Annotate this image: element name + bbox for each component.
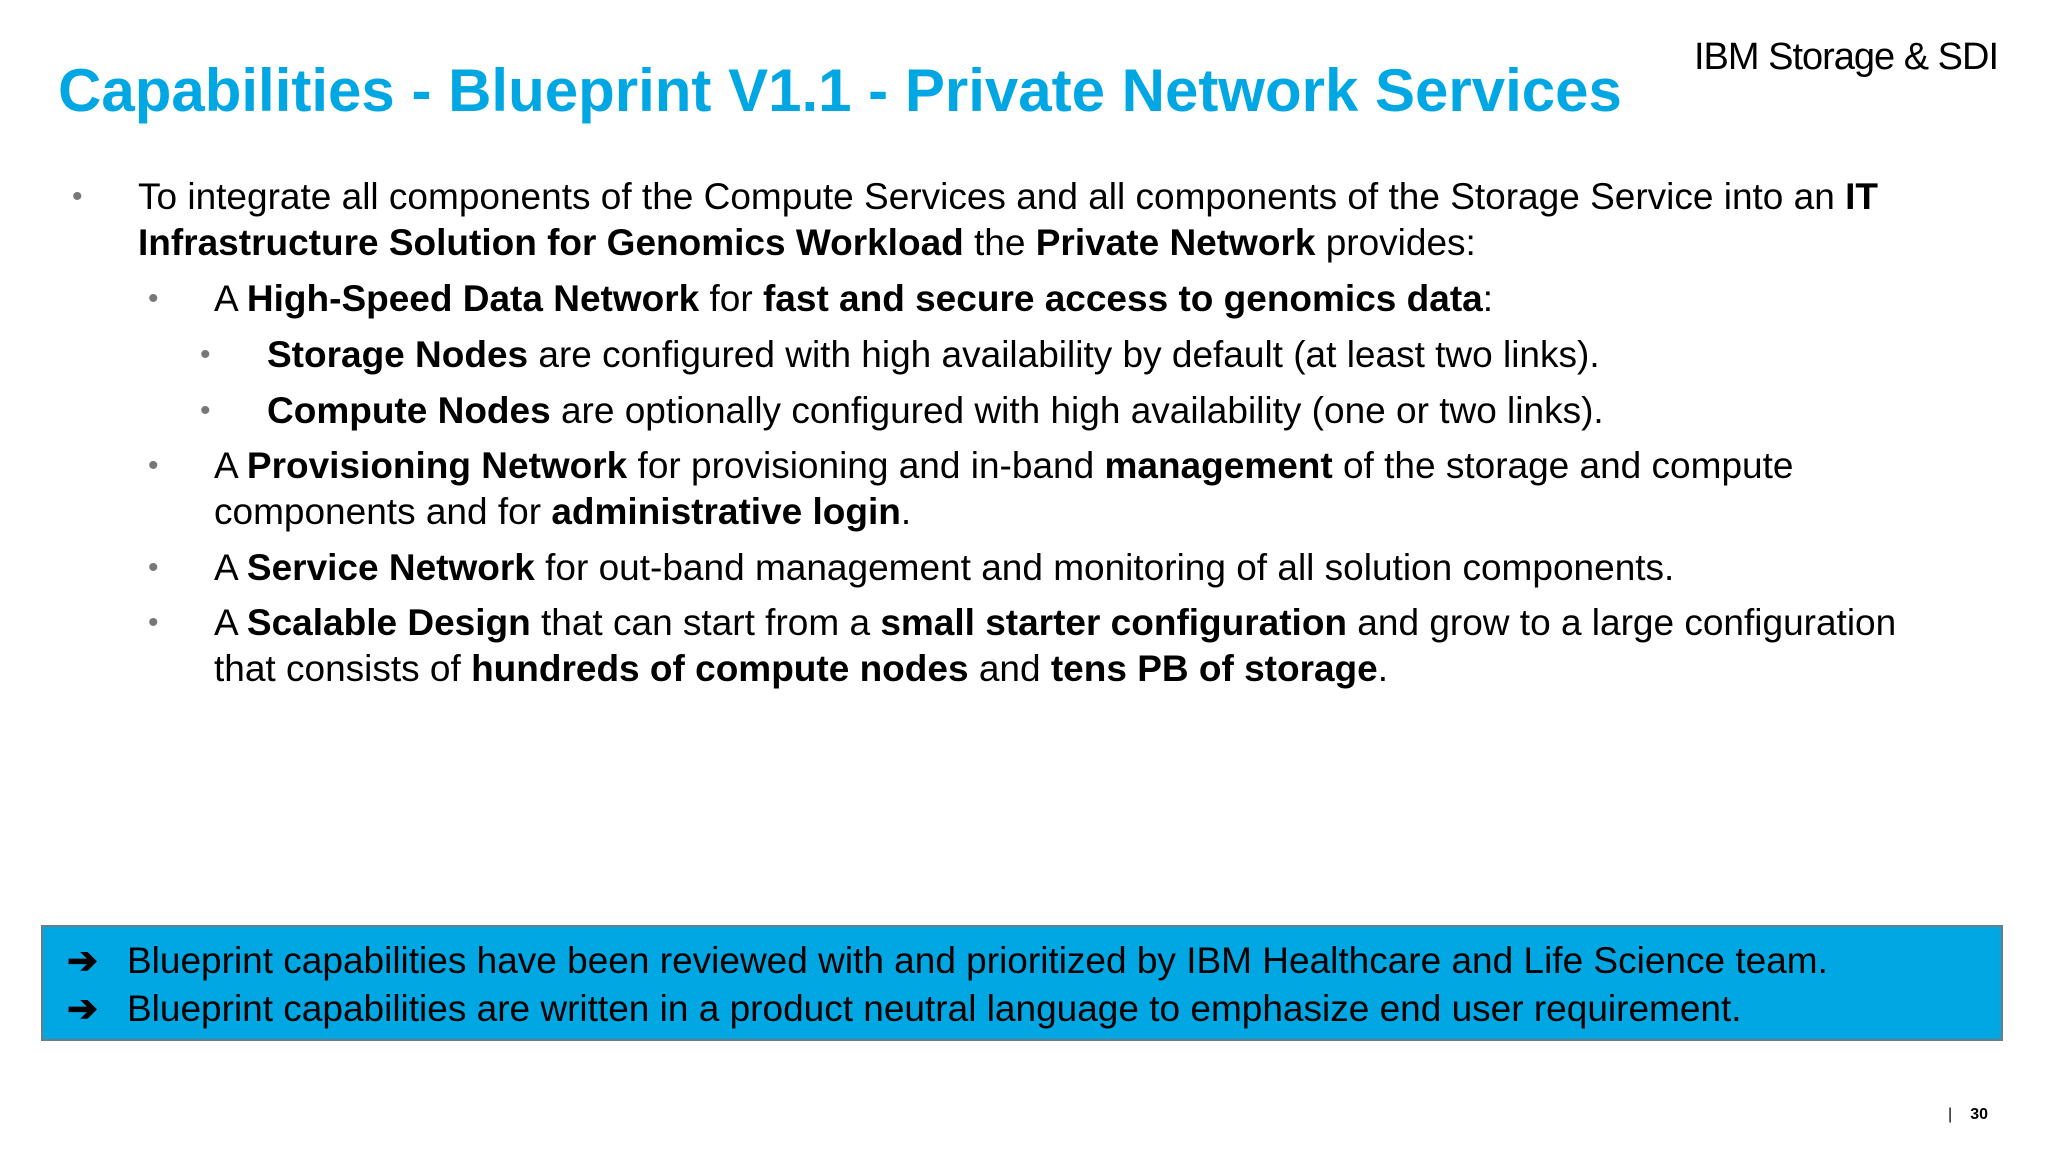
text: that can start from a: [530, 602, 881, 643]
text-bold: Private Network: [1035, 222, 1316, 263]
text: To integrate all components of the Compute Services and all components of the Storage Service into an: [138, 176, 1846, 217]
text: of the storage and compute: [1332, 445, 1794, 486]
callout-box: [41, 925, 2003, 1041]
text-bold: Scalable Design: [246, 602, 531, 643]
bullet-provisioning-network-line2: [214, 489, 911, 535]
brand-label: IBM Storage & SDI: [1693, 36, 1998, 78]
text-bold: Provisioning Network: [246, 445, 628, 486]
arrow-right-icon: ➔: [67, 940, 99, 981]
text-bold: small starter configuration: [880, 602, 1348, 643]
bullet-dot-icon: •: [200, 338, 211, 371]
text: and: [968, 648, 1051, 689]
text-bold: IT: [1845, 176, 1878, 217]
text-bold: management: [1104, 445, 1333, 486]
text: A: [214, 278, 247, 319]
text: .: [900, 491, 912, 532]
bullet-dot-icon: •: [148, 449, 159, 482]
text-bold: administrative login: [551, 491, 901, 532]
bullet-provisioning-network: [148, 443, 1794, 489]
slide-title: Capabilities - Blueprint V1.1 - Private Network Services: [58, 57, 1622, 124]
callout-text: Blueprint capabilities are written in a product neutral language to emphasize end user requirement.: [127, 988, 1742, 1029]
text: provides:: [1315, 222, 1476, 263]
text-bold: tens PB of storage: [1050, 648, 1378, 689]
text-bold: fast and secure access to genomics data: [762, 278, 1483, 319]
text-bold: Service Network: [246, 547, 535, 588]
page-separator: |: [1948, 1106, 1953, 1123]
bullet-dot-icon: •: [148, 282, 159, 315]
text: for: [699, 278, 763, 319]
page-number-value: 30: [1970, 1106, 1988, 1123]
text: components and for: [214, 491, 552, 532]
text: are optionally configured with high availability (one or two links).: [550, 390, 1604, 431]
bullet-dot-icon: •: [148, 551, 159, 584]
text: A: [214, 602, 247, 643]
callout-text: Blueprint capabilities have been reviewed with and prioritized by IBM Healthcare and Life Science team.: [127, 940, 1828, 981]
text-bold: High-Speed Data Network: [246, 278, 700, 319]
page-number: [1948, 1106, 1988, 1124]
bullet-level1-integrate-line2: [138, 220, 1476, 266]
bullet-level1-integrate: [72, 174, 1878, 220]
bullet-high-speed-network: [148, 276, 1493, 322]
bullet-dot-icon: •: [200, 394, 211, 427]
text-bold: Compute Nodes: [267, 390, 551, 431]
callout-line-reviewed: [67, 939, 1828, 983]
bullet-compute-nodes: [200, 388, 1604, 434]
text: A: [214, 547, 247, 588]
callout-line-neutral: [67, 987, 1742, 1031]
bullet-dot-icon: •: [72, 180, 83, 213]
text-bold: Infrastructure Solution for Genomics Workload: [138, 222, 964, 263]
bullet-service-network: [148, 545, 1675, 591]
text: for provisioning and in-band: [627, 445, 1105, 486]
arrow-right-icon: ➔: [67, 988, 99, 1029]
text: that consists of: [214, 648, 472, 689]
text: for out-band management and monitoring of all solution components.: [534, 547, 1675, 588]
text: .: [1377, 648, 1389, 689]
text: are configured with high availability by default (at least two links).: [528, 334, 1600, 375]
bullet-scalable-design: [148, 600, 1897, 646]
text: :: [1482, 278, 1493, 319]
bullet-storage-nodes: [200, 332, 1600, 378]
text: the: [963, 222, 1036, 263]
bullet-dot-icon: •: [148, 606, 159, 639]
text-bold: hundreds of compute nodes: [471, 648, 969, 689]
bullet-scalable-design-line2: [214, 646, 1388, 692]
text: and grow to a large configuration: [1347, 602, 1897, 643]
text: A: [214, 445, 247, 486]
text-bold: Storage Nodes: [267, 334, 529, 375]
